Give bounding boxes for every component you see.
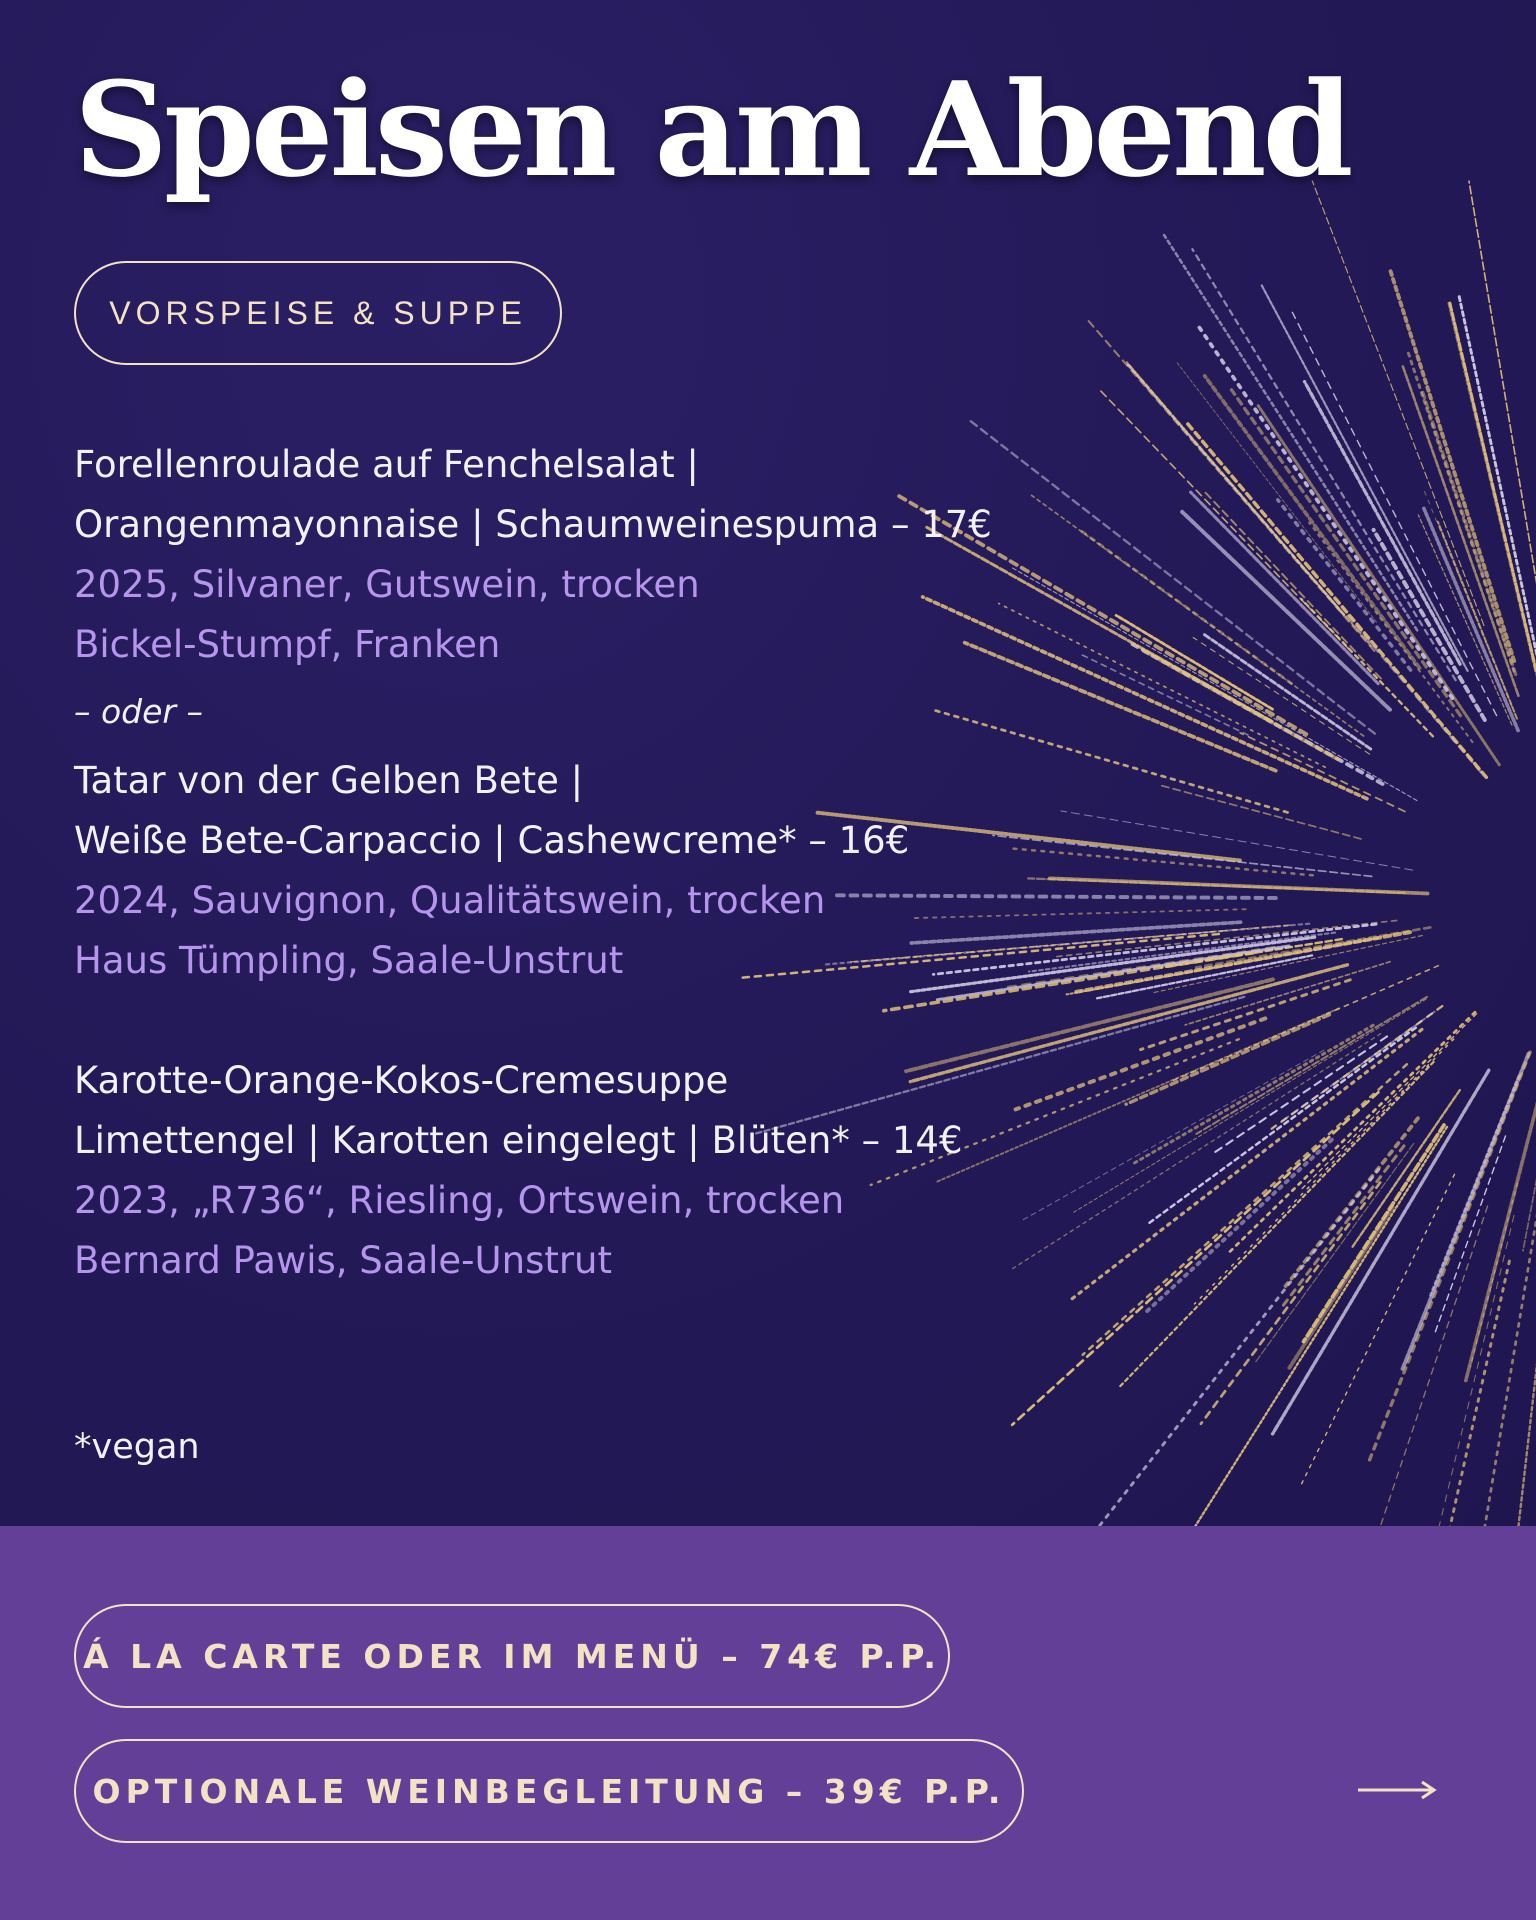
arrow-right-icon[interactable] xyxy=(1356,1770,1438,1810)
section-label: VORSPEISE & SUPPE xyxy=(74,261,562,365)
winery: Bickel-Stumpf, Franken xyxy=(74,623,501,666)
menu-item xyxy=(74,751,1074,991)
wine-pairing: 2024, Sauvignon, Qualitätswein, trocken xyxy=(74,879,826,922)
menu-item xyxy=(74,435,1074,675)
vegan-footnote: *vegan xyxy=(74,1427,200,1467)
menu-item xyxy=(74,1051,1074,1291)
wine-pairing-button[interactable]: OPTIONALE WEINBEGLEITUNG – 39€ P.P. xyxy=(74,1739,1024,1843)
action-bar xyxy=(0,1526,1536,1920)
separator: – oder – xyxy=(74,692,203,731)
dish-description: Limettengel | Karotten eingelegt | Blüten* – 14€ xyxy=(74,1119,963,1162)
winery: Bernard Pawis, Saale-Unstrut xyxy=(74,1239,613,1282)
spacer xyxy=(74,991,1074,1051)
dish-name: Karotte-Orange-Kokos-Cremesuppe xyxy=(74,1059,729,1102)
wine-pairing: 2025, Silvaner, Gutswein, trocken xyxy=(74,563,700,606)
menu-list xyxy=(74,435,1074,1291)
dish-description: Weiße Bete-Carpaccio | Cashewcreme* – 16€ xyxy=(74,819,910,862)
dish-name: Forellenroulade auf Fenchelsalat | xyxy=(74,443,699,486)
dish-name: Tatar von der Gelben Bete | xyxy=(74,759,584,802)
dish-description: Orangenmayonnaise | Schaumweinespuma – 17€ xyxy=(74,503,992,546)
menu-price-button[interactable]: Á LA CARTE ODER IM MENÜ – 74€ P.P. xyxy=(74,1604,950,1708)
winery: Haus Tümpling, Saale-Unstrut xyxy=(74,939,624,982)
page-title: Speisen am Abend xyxy=(74,53,1350,206)
wine-pairing: 2023, „R736“, Riesling, Ortswein, trocken xyxy=(74,1179,845,1222)
